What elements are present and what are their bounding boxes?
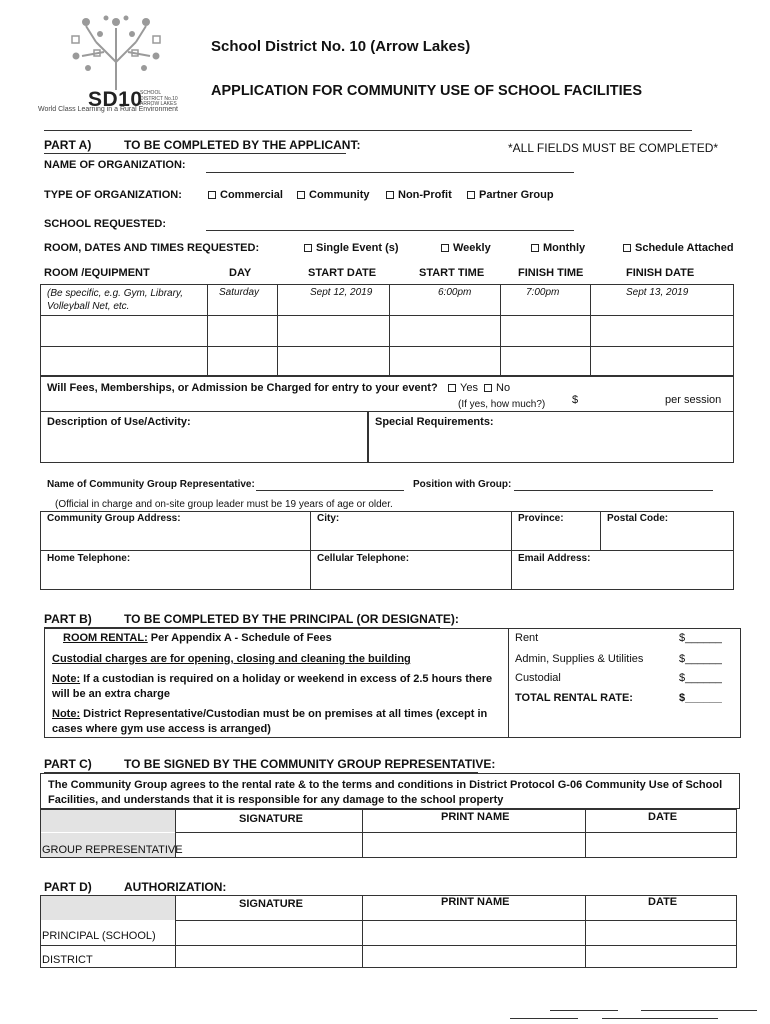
part-b-title: TO BE COMPLETED BY THE PRINCIPAL (OR DESIGNATE): (124, 612, 459, 626)
table-row-divider (40, 315, 734, 316)
part-d-col-date: DATE (648, 896, 678, 908)
special-req-label: Special Requirements: (375, 416, 494, 428)
table-col-divider (277, 284, 278, 376)
footer-line (510, 1018, 578, 1019)
official-note: (Official in charge and on-site group leader must be 19 years of age or older. (55, 499, 393, 510)
checkbox-icon[interactable] (304, 244, 312, 252)
fee-custodial-value[interactable]: $______ (679, 672, 722, 684)
org-type-label: TYPE OF ORGANIZATION: (44, 189, 182, 201)
description-label: Description of Use/Activity: (47, 416, 191, 428)
part-d-col-signature: SIGNATURE (239, 898, 303, 910)
principal-date-cell[interactable] (586, 921, 736, 945)
per-session-label: per session (665, 394, 722, 406)
checkbox-icon[interactable] (531, 244, 539, 252)
postal-code-label: Postal Code: (607, 513, 669, 524)
header-divider (44, 130, 692, 131)
district-row-label: DISTRICT (42, 954, 93, 966)
fee-admin-value[interactable]: $______ (679, 653, 722, 665)
logo-district-lines: SCHOOL DISTRICT No.10 ARROW LAKES (140, 90, 178, 107)
checkbox-icon[interactable] (386, 191, 394, 199)
part-c-label: PART C) (44, 757, 92, 771)
address-row-divider (40, 550, 734, 551)
checkbox-icon[interactable] (484, 384, 492, 392)
col-room: ROOM /EQUIPMENT (44, 267, 150, 279)
dollar-sign: $ (572, 394, 579, 406)
group-rep-date-cell[interactable] (586, 833, 736, 857)
principal-row-label: PRINCIPAL (SCHOOL) (42, 930, 156, 942)
custodian-note: Note: If a custodian is required on a holiday or weekend in excess of 2.5 hours there will be an extra charge (52, 673, 493, 700)
checkbox-icon[interactable] (448, 384, 456, 392)
part-a-underline (44, 153, 346, 154)
representative-note: Note: District Representative/Custodian must be on premises at all times (except in cases where gym use access is arranged) (52, 708, 488, 735)
table-row-divider (40, 346, 734, 347)
logo-wordmark: SD10 (88, 88, 143, 111)
part-c-col-signature: SIGNATURE (239, 813, 303, 825)
org-type-commercial[interactable]: Commercial (208, 189, 283, 201)
freq-monthly[interactable]: Monthly (531, 242, 585, 254)
part-c-title: TO BE SIGNED BY THE COMMUNITY GROUP REPRESENTATIVE: (124, 757, 496, 771)
col-start-time: START TIME (419, 267, 485, 279)
rep-name-label: Name of Community Group Representative: (47, 479, 255, 490)
part-d-grey-cell (41, 896, 175, 920)
tree-emblem-icon (36, 12, 196, 90)
part-d-col-print: PRINT NAME (441, 896, 510, 908)
group-rep-signature-cell[interactable] (176, 833, 362, 857)
how-much-label: (If yes, how much?) (458, 399, 546, 410)
district-print-cell[interactable] (363, 946, 585, 968)
part-c-col-print: PRINT NAME (441, 811, 510, 823)
example-start-time: 6:00pm (438, 287, 472, 298)
col-start-date: START DATE (308, 267, 377, 279)
province-label: Province: (518, 513, 564, 524)
example-room: (Be specific, e.g. Gym, Library, Volleyball Net, etc. (47, 288, 183, 312)
example-finish-date: Sept 13, 2019 (626, 287, 689, 298)
district-signature-cell[interactable] (176, 946, 362, 968)
part-b-label: PART B) (44, 612, 92, 626)
form-title: APPLICATION FOR COMMUNITY USE OF SCHOOL FACILITIES (211, 83, 642, 99)
fees-question: Will Fees, Memberships, or Admission be Charged for entry to your event? (47, 382, 438, 394)
footer-line (550, 1010, 618, 1011)
fee-total-value[interactable]: $______ (679, 692, 722, 704)
part-d-title: AUTHORIZATION: (124, 880, 227, 894)
table-col-divider (207, 284, 208, 376)
table-col-divider (500, 284, 501, 376)
room-dates-label: ROOM, DATES AND TIMES REQUESTED: (44, 242, 260, 254)
checkbox-icon[interactable] (623, 244, 631, 252)
part-c-grey-cell (41, 810, 175, 832)
rep-name-field[interactable] (256, 490, 404, 491)
logo-tagline: World Class Learning in a Rural Environment (38, 106, 178, 113)
example-start-date: Sept 12, 2019 (310, 287, 373, 298)
org-type-partner[interactable]: Partner Group (467, 189, 554, 201)
district-date-cell[interactable] (586, 946, 736, 968)
col-day: DAY (229, 267, 252, 279)
table-col-divider (389, 284, 390, 376)
fee-rent-value[interactable]: $______ (679, 632, 722, 644)
address-col-divider (310, 511, 311, 590)
custodial-note: Custodial charges are for opening, closing and cleaning the building (52, 653, 411, 665)
org-name-label: NAME OF ORGANIZATION: (44, 159, 186, 171)
district-title: School District No. 10 (Arrow Lakes) (211, 38, 471, 55)
fee-total-label: TOTAL RENTAL RATE: (515, 692, 633, 704)
agreement-text: The Community Group agrees to the rental rate & to the terms and conditions in District Protocol G-06 Community Use of School Facilities, and understands that it is responsible for any damage to the school property (48, 779, 723, 806)
freq-schedule[interactable]: Schedule Attached (623, 242, 734, 254)
fees-no[interactable]: No (484, 382, 510, 394)
col-finish-date: FINISH DATE (626, 267, 695, 279)
part-d-label: PART D) (44, 880, 92, 894)
checkbox-icon[interactable] (441, 244, 449, 252)
email-label: Email Address: (518, 553, 591, 564)
position-label: Position with Group: (413, 479, 512, 490)
example-finish-time: 7:00pm (526, 287, 560, 298)
position-field[interactable] (514, 490, 713, 491)
principal-signature-cell[interactable] (176, 921, 362, 945)
checkbox-icon[interactable] (208, 191, 216, 199)
home-phone-label: Home Telephone: (47, 553, 131, 564)
part-c-col-date: DATE (648, 811, 678, 823)
org-type-community[interactable]: Community (297, 189, 370, 201)
room-rental-line: ROOM RENTAL: Per Appendix A - Schedule of Fees (63, 632, 332, 644)
cell-phone-label: Cellular Telephone: (317, 553, 410, 564)
group-rep-row-label: GROUP REPRESENTATIVE (42, 844, 183, 856)
example-day: Saturday (219, 287, 260, 298)
address-label: Community Group Address: (47, 513, 181, 524)
fee-rent-label: Rent (515, 632, 539, 644)
school-requested-field[interactable] (206, 230, 574, 231)
school-requested-label: SCHOOL REQUESTED: (44, 218, 167, 230)
col-finish-time: FINISH TIME (518, 267, 584, 279)
part-a-title: TO BE COMPLETED BY THE APPLICANT: (124, 138, 361, 152)
part-b-divider (508, 628, 509, 738)
freq-single[interactable]: Single Event (s) (304, 242, 399, 254)
table-col-divider (590, 284, 591, 376)
district-logo (36, 12, 196, 116)
fees-yes[interactable]: Yes (448, 382, 478, 394)
checkbox-icon[interactable] (297, 191, 305, 199)
address-col-divider (600, 511, 601, 550)
part-a-label: PART A) (44, 138, 92, 152)
org-type-nonprofit[interactable]: Non-Profit (386, 189, 452, 201)
checkbox-icon[interactable] (467, 191, 475, 199)
city-label: City: (317, 513, 340, 524)
freq-weekly[interactable]: Weekly (441, 242, 491, 254)
fee-admin-label: Admin, Supplies & Utilities (515, 653, 644, 665)
all-fields-note: *ALL FIELDS MUST BE COMPLETED* (508, 141, 719, 155)
fee-custodial-label: Custodial (515, 672, 561, 684)
group-rep-print-cell[interactable] (363, 833, 585, 857)
footer-line (602, 1018, 718, 1019)
principal-print-cell[interactable] (363, 921, 585, 945)
address-col-divider (511, 511, 512, 590)
org-name-field[interactable] (206, 172, 574, 173)
footer-line (641, 1010, 757, 1011)
